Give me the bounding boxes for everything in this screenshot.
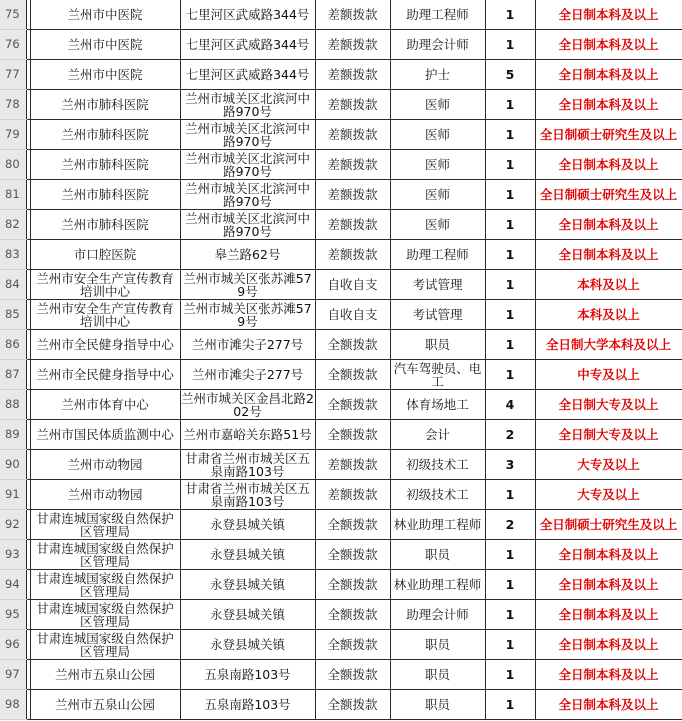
row-number-cell[interactable]: 92: [0, 510, 26, 540]
unit-cell[interactable]: 兰州市肺科医院: [30, 90, 180, 120]
funding-cell[interactable]: 全额拨款: [315, 570, 390, 600]
position-cell[interactable]: 会计: [390, 420, 485, 450]
row-number-cell[interactable]: 93: [0, 540, 26, 570]
unit-cell[interactable]: 兰州市全民健身指导中心: [30, 330, 180, 360]
address-cell[interactable]: 兰州市滩尖子277号: [180, 330, 315, 360]
address-cell[interactable]: 兰州市城关区北滨河中路970号: [180, 180, 315, 210]
requirement-cell[interactable]: 大专及以上: [535, 450, 682, 480]
address-cell[interactable]: 兰州市城关区北滨河中路970号: [180, 210, 315, 240]
funding-cell[interactable]: 全额拨款: [315, 690, 390, 720]
table-row: [0, 60, 682, 90]
address-cell[interactable]: 兰州市滩尖子277号: [180, 360, 315, 390]
row-number-cell[interactable]: 87: [0, 360, 26, 390]
row-number-cell[interactable]: 78: [0, 90, 26, 120]
unit-cell[interactable]: 兰州市安全生产宣传教育培训中心: [30, 270, 180, 300]
unit-cell[interactable]: 兰州市肺科医院: [30, 210, 180, 240]
position-cell[interactable]: 汽车驾驶员、电工: [390, 360, 485, 390]
table-row: [0, 540, 682, 570]
requirement-cell[interactable]: 全日制本科及以上: [535, 630, 682, 660]
count-cell[interactable]: 1: [485, 570, 535, 600]
row-number-cell[interactable]: 77: [0, 60, 26, 90]
count-cell[interactable]: 1: [485, 540, 535, 570]
table-row: [0, 210, 682, 240]
funding-cell[interactable]: 差额拨款: [315, 210, 390, 240]
unit-cell[interactable]: 甘肃连城国家级自然保护区管理局: [30, 570, 180, 600]
address-cell[interactable]: 皋兰路62号: [180, 240, 315, 270]
address-cell[interactable]: 七里河区武威路344号: [180, 30, 315, 60]
table-row: [0, 330, 682, 360]
funding-cell[interactable]: 自收自支: [315, 300, 390, 330]
position-cell[interactable]: 职员: [390, 690, 485, 720]
address-cell[interactable]: 七里河区武威路344号: [180, 60, 315, 90]
requirement-cell[interactable]: 本科及以上: [535, 270, 682, 300]
requirement-cell[interactable]: 全日制硕士研究生及以上: [535, 120, 682, 150]
position-cell[interactable]: 护士: [390, 60, 485, 90]
row-number-cell[interactable]: 83: [0, 240, 26, 270]
funding-cell[interactable]: 全额拨款: [315, 510, 390, 540]
funding-cell[interactable]: 差额拨款: [315, 180, 390, 210]
table-row: [0, 390, 682, 420]
requirement-cell[interactable]: 全日制本科及以上: [535, 600, 682, 630]
count-cell[interactable]: 1: [485, 480, 535, 510]
unit-cell[interactable]: 甘肃连城国家级自然保护区管理局: [30, 630, 180, 660]
funding-cell[interactable]: 全额拨款: [315, 330, 390, 360]
address-cell[interactable]: 七里河区武威路344号: [180, 0, 315, 30]
row-number-cell[interactable]: 95: [0, 600, 26, 630]
count-cell[interactable]: 2: [485, 420, 535, 450]
requirement-cell[interactable]: 全日制本科及以上: [535, 30, 682, 60]
requirement-cell[interactable]: 全日制本科及以上: [535, 60, 682, 90]
funding-cell[interactable]: 自收自支: [315, 270, 390, 300]
position-cell[interactable]: 林业助理工程师: [390, 510, 485, 540]
address-cell[interactable]: 永登县城关镇: [180, 600, 315, 630]
unit-cell[interactable]: 兰州市五泉山公园: [30, 660, 180, 690]
count-cell[interactable]: 1: [485, 180, 535, 210]
address-cell[interactable]: 甘肃省兰州市城关区五泉南路103号: [180, 450, 315, 480]
address-cell[interactable]: 兰州市嘉峪关东路51号: [180, 420, 315, 450]
funding-cell[interactable]: 差额拨款: [315, 60, 390, 90]
count-cell[interactable]: 1: [485, 330, 535, 360]
table-row: [0, 420, 682, 450]
count-cell[interactable]: 1: [485, 300, 535, 330]
count-cell[interactable]: 1: [485, 90, 535, 120]
funding-cell[interactable]: 差额拨款: [315, 30, 390, 60]
funding-cell[interactable]: 差额拨款: [315, 150, 390, 180]
requirement-cell[interactable]: 全日制本科及以上: [535, 240, 682, 270]
count-cell[interactable]: 1: [485, 600, 535, 630]
requirement-cell[interactable]: 全日制本科及以上: [535, 690, 682, 720]
row-number-cell[interactable]: 98: [0, 690, 26, 720]
address-cell[interactable]: 兰州市城关区北滨河中路970号: [180, 120, 315, 150]
position-cell[interactable]: 职员: [390, 660, 485, 690]
count-cell[interactable]: 1: [485, 360, 535, 390]
position-cell[interactable]: 医师: [390, 150, 485, 180]
row-number-cell[interactable]: 91: [0, 480, 26, 510]
unit-cell[interactable]: 市口腔医院: [30, 240, 180, 270]
unit-cell[interactable]: 兰州市全民健身指导中心: [30, 360, 180, 390]
position-cell[interactable]: 助理工程师: [390, 0, 485, 30]
table-row: [0, 360, 682, 390]
count-cell[interactable]: 5: [485, 60, 535, 90]
address-cell[interactable]: 甘肃省兰州市城关区五泉南路103号: [180, 480, 315, 510]
row-number-cell[interactable]: 88: [0, 390, 26, 420]
table-row: [0, 120, 682, 150]
table-row: [0, 90, 682, 120]
table-row: [0, 600, 682, 630]
table-row: [0, 150, 682, 180]
table-row: [0, 30, 682, 60]
count-cell[interactable]: 1: [485, 630, 535, 660]
address-cell[interactable]: 永登县城关镇: [180, 570, 315, 600]
position-cell[interactable]: 职员: [390, 330, 485, 360]
count-cell[interactable]: 4: [485, 390, 535, 420]
table-row: [0, 270, 682, 300]
row-number-cell[interactable]: 79: [0, 120, 26, 150]
count-cell[interactable]: 1: [485, 0, 535, 30]
table-row: [0, 180, 682, 210]
unit-cell[interactable]: 兰州市中医院: [30, 0, 180, 30]
unit-cell[interactable]: 兰州市肺科医院: [30, 150, 180, 180]
table-row: [0, 510, 682, 540]
row-number-cell[interactable]: 86: [0, 330, 26, 360]
count-cell[interactable]: 1: [485, 30, 535, 60]
requirement-cell[interactable]: 大专及以上: [535, 480, 682, 510]
unit-cell[interactable]: 兰州市国民体质监测中心: [30, 420, 180, 450]
table-row: [0, 0, 682, 30]
funding-cell[interactable]: 全额拨款: [315, 360, 390, 390]
requirement-cell[interactable]: 全日制本科及以上: [535, 0, 682, 30]
requirement-cell[interactable]: 全日制本科及以上: [535, 660, 682, 690]
requirement-cell[interactable]: 本科及以上: [535, 300, 682, 330]
funding-cell[interactable]: 差额拨款: [315, 90, 390, 120]
count-cell[interactable]: 1: [485, 660, 535, 690]
row-number-cell[interactable]: 76: [0, 30, 26, 60]
count-cell[interactable]: 1: [485, 690, 535, 720]
position-cell[interactable]: 职员: [390, 630, 485, 660]
count-cell[interactable]: 1: [485, 240, 535, 270]
unit-cell[interactable]: 甘肃连城国家级自然保护区管理局: [30, 600, 180, 630]
table-row: [0, 570, 682, 600]
funding-cell[interactable]: 差额拨款: [315, 480, 390, 510]
address-cell[interactable]: 五泉南路103号: [180, 660, 315, 690]
address-cell[interactable]: 兰州市城关区北滨河中路970号: [180, 90, 315, 120]
table-row: [0, 660, 682, 690]
count-cell[interactable]: 1: [485, 270, 535, 300]
address-cell[interactable]: 五泉南路103号: [180, 690, 315, 720]
unit-cell[interactable]: 兰州市中医院: [30, 30, 180, 60]
table-row: [0, 300, 682, 330]
requirement-cell[interactable]: 全日制大专及以上: [535, 420, 682, 450]
address-cell[interactable]: 永登县城关镇: [180, 540, 315, 570]
table-row: [0, 240, 682, 270]
address-cell[interactable]: 兰州市城关区张苏滩579号: [180, 270, 315, 300]
position-cell[interactable]: 初级技术工: [390, 450, 485, 480]
row-number-cell[interactable]: 96: [0, 630, 26, 660]
address-cell[interactable]: 永登县城关镇: [180, 510, 315, 540]
row-number-cell[interactable]: 80: [0, 150, 26, 180]
requirement-cell[interactable]: 全日制本科及以上: [535, 540, 682, 570]
row-number-cell[interactable]: 75: [0, 0, 26, 30]
funding-cell[interactable]: 全额拨款: [315, 600, 390, 630]
unit-cell[interactable]: 甘肃连城国家级自然保护区管理局: [30, 510, 180, 540]
table-row: [0, 480, 682, 510]
count-cell[interactable]: 2: [485, 510, 535, 540]
position-cell[interactable]: 医师: [390, 120, 485, 150]
position-cell[interactable]: 助理会计师: [390, 600, 485, 630]
table-row: [0, 690, 682, 720]
position-cell[interactable]: 助理工程师: [390, 240, 485, 270]
row-number-cell[interactable]: 97: [0, 660, 26, 690]
position-cell[interactable]: 林业助理工程师: [390, 570, 485, 600]
count-cell[interactable]: 1: [485, 210, 535, 240]
funding-cell[interactable]: 差额拨款: [315, 120, 390, 150]
requirement-cell[interactable]: 全日制大专及以上: [535, 390, 682, 420]
unit-cell[interactable]: 兰州市肺科医院: [30, 180, 180, 210]
table-row: [0, 450, 682, 480]
funding-cell[interactable]: 全额拨款: [315, 630, 390, 660]
table-row: [0, 630, 682, 660]
address-cell[interactable]: 兰州市城关区张苏滩579号: [180, 300, 315, 330]
row-number-cell[interactable]: 94: [0, 570, 26, 600]
requirement-cell[interactable]: 全日制硕士研究生及以上: [535, 510, 682, 540]
requirement-cell[interactable]: 全日制本科及以上: [535, 90, 682, 120]
unit-cell[interactable]: 甘肃连城国家级自然保护区管理局: [30, 540, 180, 570]
requirement-cell[interactable]: 中专及以上: [535, 360, 682, 390]
address-cell[interactable]: 永登县城关镇: [180, 630, 315, 660]
row-number-cell[interactable]: 85: [0, 300, 26, 330]
row-number-cell[interactable]: 81: [0, 180, 26, 210]
requirement-cell[interactable]: 全日制本科及以上: [535, 150, 682, 180]
position-cell[interactable]: 职员: [390, 540, 485, 570]
address-cell[interactable]: 兰州市城关区金昌北路202号: [181, 390, 314, 419]
requirement-cell[interactable]: 全日制硕士研究生及以上: [535, 180, 682, 210]
position-cell[interactable]: 助理会计师: [390, 30, 485, 60]
count-cell[interactable]: 1: [485, 150, 535, 180]
row-number-cell[interactable]: 90: [0, 450, 26, 480]
funding-cell[interactable]: 全额拨款: [315, 390, 390, 420]
funding-cell[interactable]: 差额拨款: [315, 0, 390, 30]
position-cell[interactable]: 体育场地工: [390, 390, 485, 420]
unit-cell[interactable]: 兰州市体育中心: [30, 390, 180, 420]
funding-cell[interactable]: 差额拨款: [315, 450, 390, 480]
address-cell[interactable]: 兰州市城关区北滨河中路970号: [180, 150, 315, 180]
row-number-cell[interactable]: 84: [0, 270, 26, 300]
count-cell[interactable]: 3: [485, 450, 535, 480]
unit-cell[interactable]: 兰州市动物园: [30, 450, 180, 480]
unit-cell[interactable]: 兰州市安全生产宣传教育培训中心: [30, 300, 180, 330]
position-cell[interactable]: 初级技术工: [390, 480, 485, 510]
unit-cell[interactable]: 兰州市动物园: [30, 480, 180, 510]
funding-cell[interactable]: 差额拨款: [315, 240, 390, 270]
funding-cell[interactable]: 全额拨款: [315, 420, 390, 450]
unit-cell[interactable]: 兰州市中医院: [30, 60, 180, 90]
position-cell[interactable]: 医师: [390, 90, 485, 120]
row-number-cell[interactable]: 82: [0, 210, 26, 240]
position-cell[interactable]: 医师: [390, 180, 485, 210]
position-cell[interactable]: 医师: [390, 210, 485, 240]
unit-cell[interactable]: 兰州市五泉山公园: [30, 690, 180, 720]
position-cell[interactable]: 考试管理: [390, 300, 485, 330]
requirement-cell[interactable]: 全日制大学本科及以上: [535, 330, 682, 360]
funding-cell[interactable]: 全额拨款: [315, 540, 390, 570]
position-cell[interactable]: 考试管理: [390, 270, 485, 300]
requirement-cell[interactable]: 全日制本科及以上: [535, 210, 682, 240]
funding-cell[interactable]: 全额拨款: [315, 660, 390, 690]
row-number-cell[interactable]: 89: [0, 420, 26, 450]
unit-cell[interactable]: 兰州市肺科医院: [30, 120, 180, 150]
count-cell[interactable]: 1: [485, 120, 535, 150]
requirement-cell[interactable]: 全日制本科及以上: [535, 570, 682, 600]
